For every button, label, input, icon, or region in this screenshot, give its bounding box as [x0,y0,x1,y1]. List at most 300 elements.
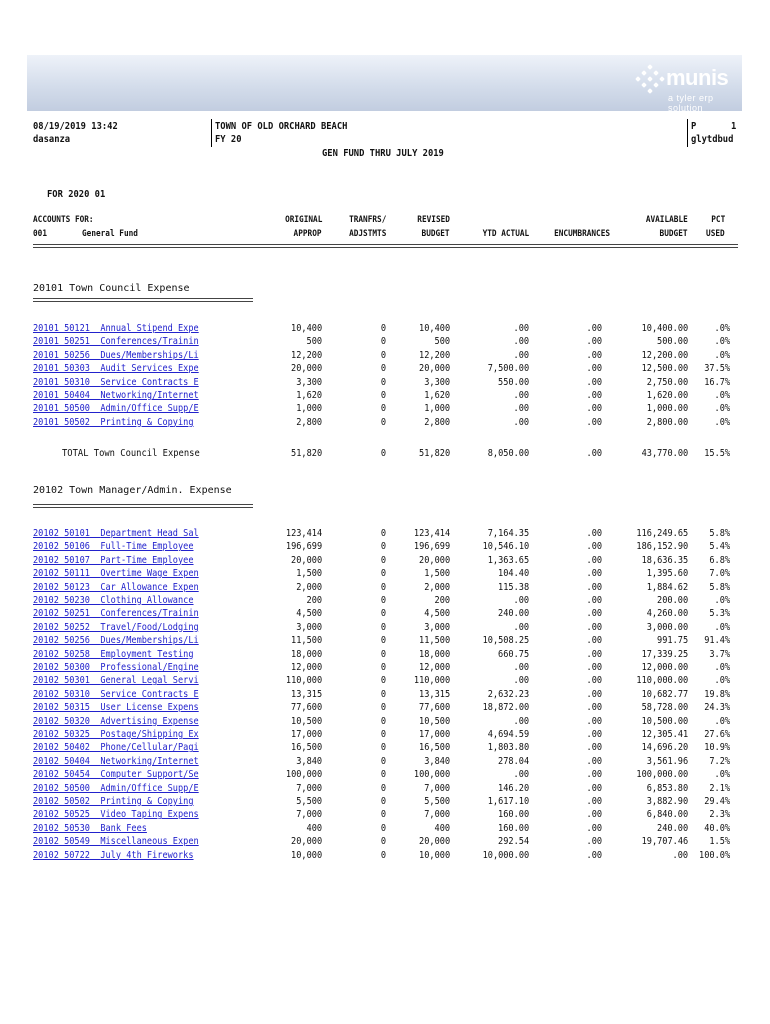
encumbrances: .00 [586,621,602,633]
revised-budget: 16,500 [418,742,450,754]
ytd-actual: 292.54 [497,836,529,848]
account-link[interactable] [33,674,199,687]
original-approp: 10,500 [290,715,322,727]
encumbrances: .00 [586,528,602,539]
revised-budget: 4,500 [424,608,450,620]
total-label: TOTAL Town Council Expense [62,448,200,459]
account-number[interactable]: 20101 50500 [33,403,90,415]
original-approp: 7,000 [296,782,322,794]
available-budget: 1,884.62 [646,581,688,593]
total-pct-used: 15.5% [704,448,730,459]
pct-used: 6.8% [709,554,730,566]
encumbrances: .00 [586,662,602,673]
table-row [0,849,770,862]
original-approp: 1,500 [296,568,322,580]
ytd-actual: 660.75 [497,648,529,660]
original-approp: 10,400 [290,323,322,334]
pct-used: 16.7% [704,376,730,388]
encumbrances: .00 [586,729,602,740]
revised-budget: 18,000 [418,648,450,660]
account-description[interactable]: July 4th Fireworks [100,849,194,861]
account-number[interactable]: 20102 50111 [33,568,90,580]
encumbrances: .00 [586,568,602,580]
account-description[interactable]: Part-Time Employee [100,554,194,566]
table-row [0,607,770,620]
account-description[interactable]: Dues/Memberships/Li [100,635,199,647]
original-approp: 13,315 [290,688,322,700]
pct-used: 7.0% [709,568,730,580]
pct-used: .0% [714,390,730,401]
transfers-adjustments: 0 [380,769,386,781]
encumbrances: .00 [586,675,602,687]
account-number[interactable]: 20102 50500 [33,782,90,794]
encumbrances: .00 [586,715,602,727]
account-link[interactable] [33,554,194,567]
col-pct-1: PCT [711,215,725,225]
encumbrances: .00 [586,702,602,714]
account-number[interactable]: 20102 50300 [33,662,90,673]
account-number[interactable]: 20101 50502 [33,416,90,428]
account-description[interactable]: Professional/Engine [100,662,199,673]
available-budget: 991.75 [656,635,688,647]
available-budget: 10,682.77 [641,688,688,700]
table-row [0,416,770,429]
account-description[interactable]: General Legal Servi [100,675,199,687]
encumbrances: .00 [586,554,602,566]
available-budget: 18,636.35 [641,554,688,566]
revised-budget: 17,000 [418,729,450,740]
pct-used: 91.4% [704,635,730,647]
account-link[interactable] [33,527,199,540]
transfers-adjustments: 0 [380,621,386,633]
ytd-actual: 1,803.80 [487,742,529,754]
account-number[interactable]: 20102 50530 [33,822,90,834]
available-budget: 6,840.00 [646,809,688,821]
transfers-adjustments: 0 [380,836,386,848]
ytd-actual: .00 [513,390,529,401]
account-link[interactable] [33,634,199,647]
account-number[interactable]: 20102 50315 [33,702,90,714]
account-description[interactable]: Overtime Wage Expen [100,568,199,580]
table-row [0,634,770,647]
col-available-1: AVAILABLE [646,215,688,225]
transfers-adjustments: 0 [380,390,386,401]
pct-used: 5.8% [709,528,730,539]
total-revised: 51,820 [418,448,450,459]
account-link[interactable] [33,741,199,754]
account-description[interactable]: Networking/Internet [100,755,199,767]
revised-budget: 77,600 [418,702,450,714]
account-link[interactable] [33,768,199,781]
table-row [0,362,770,375]
account-link[interactable] [33,755,199,768]
table-row [0,674,770,687]
transfers-adjustments: 0 [380,809,386,821]
account-link[interactable] [33,688,199,701]
report-datetime: 08/19/2019 13:42 [33,121,118,132]
original-approp: 500 [306,336,322,348]
account-description[interactable]: Service Contracts E [100,376,199,388]
account-link[interactable] [33,621,199,634]
section-total-row [0,447,770,460]
pct-used: .0% [714,416,730,428]
transfers-adjustments: 0 [380,635,386,647]
encumbrances: .00 [586,809,602,821]
available-budget: 12,305.41 [641,729,688,740]
account-number[interactable]: 20102 50251 [33,608,90,620]
ytd-actual: .00 [513,621,529,633]
transfers-adjustments: 0 [380,363,386,375]
account-number[interactable]: 20102 50310 [33,688,90,700]
pct-used: .0% [714,595,730,606]
pct-used: .0% [714,675,730,687]
account-description[interactable]: Department Head Sal [100,528,199,539]
pct-used: 3.7% [709,648,730,660]
transfers-adjustments: 0 [380,648,386,660]
col-revised-2: BUDGET [422,229,450,239]
transfers-adjustments: 0 [380,782,386,794]
available-budget: 3,561.96 [646,755,688,767]
account-number[interactable]: 20101 50303 [33,363,90,375]
original-approp: 4,500 [296,608,322,620]
account-description[interactable]: Advertising Expense [100,715,199,727]
account-link[interactable] [33,389,199,402]
account-number[interactable]: 20101 50121 [33,323,90,334]
revised-budget: 12,000 [418,662,450,673]
ytd-actual: .00 [513,403,529,415]
encumbrances: .00 [586,608,602,620]
ytd-actual: .00 [513,715,529,727]
report-code: glytdbud [691,134,734,145]
pct-used: 2.3% [709,809,730,821]
account-number[interactable]: 20101 50251 [33,336,90,348]
pct-used: 27.6% [704,729,730,740]
account-number[interactable]: 20102 50252 [33,621,90,633]
logo-dots-icon [636,65,666,95]
transfers-adjustments: 0 [380,581,386,593]
col-pct-2: USED [706,229,725,239]
revised-budget: 10,000 [418,849,450,861]
encumbrances: .00 [586,581,602,593]
account-description[interactable]: Service Contracts E [100,688,199,700]
available-budget: 1,395.60 [646,568,688,580]
original-approp: 20,000 [290,554,322,566]
col-revised-1: REVISED [417,215,450,225]
available-budget: 110,000.00 [636,675,688,687]
account-description[interactable]: Audit Services Expe [100,363,199,375]
original-approp: 12,000 [290,662,322,673]
available-budget: 12,500.00 [641,363,688,375]
transfers-adjustments: 0 [380,349,386,361]
revised-budget: 20,000 [418,363,450,375]
encumbrances: .00 [586,635,602,647]
available-budget: 17,339.25 [641,648,688,660]
account-link[interactable] [33,835,199,848]
account-link[interactable] [33,822,147,835]
revised-budget: 11,500 [418,635,450,647]
col-available-2: BUDGET [660,229,688,239]
ytd-actual: 146.20 [497,782,529,794]
pct-used: .0% [714,715,730,727]
transfers-adjustments: 0 [380,755,386,767]
encumbrances: .00 [586,595,602,606]
original-approp: 5,500 [296,796,322,807]
available-budget: 1,000.00 [646,403,688,415]
account-description[interactable]: Postage/Shipping Ex [100,729,199,740]
account-link[interactable] [33,661,199,674]
account-description[interactable]: Conferences/Trainin [100,336,199,348]
table-row [0,581,770,594]
revised-budget: 20,000 [418,836,450,848]
account-number[interactable]: 20102 50106 [33,541,90,553]
transfers-adjustments: 0 [380,662,386,673]
account-link[interactable] [33,715,199,728]
table-row [0,715,770,728]
account-link[interactable] [33,849,194,862]
table-row [0,728,770,741]
available-budget: 4,260.00 [646,608,688,620]
ytd-actual: 18,872.00 [482,702,529,714]
available-budget: 200.00 [656,595,688,606]
col-original-2: APPROP [294,229,322,239]
account-number[interactable]: 20102 50258 [33,648,90,660]
available-budget: 10,400.00 [641,323,688,334]
revised-budget: 20,000 [418,554,450,566]
table-row [0,554,770,567]
munis-logo [636,61,732,113]
available-budget: 6,853.80 [646,782,688,794]
pct-used: .0% [714,336,730,348]
account-link[interactable] [33,581,199,594]
table-row [0,389,770,402]
encumbrances: .00 [586,742,602,754]
account-link[interactable] [33,402,199,415]
account-number[interactable]: 20102 50320 [33,715,90,727]
revised-budget: 100,000 [413,769,450,781]
account-link[interactable] [33,607,199,620]
original-approp: 2,800 [296,416,322,428]
account-description[interactable]: Phone/Cellular/Pagi [100,742,199,754]
total-transfers: 0 [380,448,386,459]
revised-budget: 2,800 [424,416,450,428]
pct-used: 40.0% [704,822,730,834]
revised-budget: 110,000 [413,675,450,687]
account-link[interactable] [33,335,199,348]
encumbrances: .00 [586,648,602,660]
account-number[interactable]: 20102 50549 [33,836,90,848]
table-row [0,567,770,580]
account-description[interactable]: Employment Testing [100,648,194,660]
available-budget: 10,500.00 [641,715,688,727]
original-approp: 100,000 [285,769,322,781]
available-budget: 1,620.00 [646,390,688,401]
account-description[interactable]: Printing & Copying [100,416,194,428]
account-description[interactable]: User License Expens [100,702,199,714]
table-row [0,335,770,348]
account-number[interactable]: 20102 50502 [33,796,90,807]
available-budget: 3,000.00 [646,621,688,633]
pct-used: .0% [714,403,730,415]
revised-budget: 3,000 [424,621,450,633]
account-description[interactable]: Video Taping Expens [100,809,199,821]
logo-subtitle: a tyler erp solution [668,93,714,113]
section-title: 20102 Town Manager/Admin. Expense [33,485,232,496]
encumbrances: .00 [586,336,602,348]
ytd-actual: 7,500.00 [487,363,529,375]
account-number[interactable]: 20101 50404 [33,390,90,401]
account-description[interactable]: Bank Fees [100,822,147,834]
account-number[interactable]: 20102 50325 [33,729,90,740]
original-approp: 17,000 [290,729,322,740]
original-approp: 196,699 [285,541,322,553]
transfers-adjustments: 0 [380,554,386,566]
total-ytd: 8,050.00 [487,448,529,459]
report-banner [27,55,742,111]
encumbrances: .00 [586,403,602,415]
transfers-adjustments: 0 [380,528,386,539]
account-description[interactable]: Full-Time Employee [100,541,194,553]
total-available: 43,770.00 [641,448,688,459]
original-approp: 110,000 [285,675,322,687]
table-row [0,795,770,808]
encumbrances: .00 [586,796,602,807]
col-tranfrs-1: TRANFRS/ [348,215,386,225]
account-link[interactable] [33,362,199,375]
account-link[interactable] [33,728,199,741]
ytd-actual: 278.04 [497,755,529,767]
original-approp: 3,300 [296,376,322,388]
ytd-actual: 1,363.65 [487,554,529,566]
account-link[interactable] [33,808,199,821]
original-approp: 11,500 [290,635,322,647]
available-budget: 12,200.00 [641,349,688,361]
ytd-actual: 10,508.25 [482,635,529,647]
account-description[interactable]: Printing & Copying [100,796,194,807]
revised-budget: 2,000 [424,581,450,593]
account-description[interactable]: Annual Stipend Expe [100,323,199,334]
account-link[interactable] [33,594,194,607]
col-original-1: ORIGINAL [284,215,322,225]
account-description[interactable]: Computer Support/Se [100,769,199,781]
ytd-actual: .00 [513,769,529,781]
account-number[interactable]: 20101 50256 [33,349,90,361]
account-description[interactable]: Networking/Internet [100,390,199,401]
account-number[interactable]: 20102 50404 [33,755,90,767]
account-number[interactable]: 20102 50123 [33,581,90,593]
account-link[interactable] [33,416,194,429]
account-number[interactable]: 20102 50301 [33,675,90,687]
account-link[interactable] [33,349,199,362]
encumbrances: .00 [586,769,602,781]
account-number[interactable]: 20102 50256 [33,635,90,647]
account-link[interactable] [33,782,199,795]
pct-used: 10.9% [704,742,730,754]
table-row [0,661,770,674]
revised-budget: 1,500 [424,568,450,580]
table-row [0,688,770,701]
fund-name: General Fund [82,229,138,239]
account-number[interactable]: 20101 50310 [33,376,90,388]
transfers-adjustments: 0 [380,822,386,834]
transfers-adjustments: 0 [380,595,386,606]
encumbrances: .00 [586,755,602,767]
transfers-adjustments: 0 [380,715,386,727]
table-row [0,402,770,415]
account-link[interactable] [33,540,194,553]
revised-budget: 196,699 [413,541,450,553]
header-rule [33,244,738,248]
revised-budget: 123,414 [413,528,450,539]
table-row [0,835,770,848]
available-budget: 14,696.20 [641,742,688,754]
account-number[interactable]: 20102 50525 [33,809,90,821]
pct-used: 24.3% [704,702,730,714]
account-description[interactable]: Miscellaneous Expen [100,836,199,848]
account-description[interactable]: Conferences/Trainin [100,608,199,620]
ytd-actual: 160.00 [497,809,529,821]
account-description[interactable]: Car Allowance Expen [100,581,199,593]
account-description[interactable]: Dues/Memberships/Li [100,349,199,361]
account-number[interactable]: 20102 50230 [33,595,90,606]
table-row [0,648,770,661]
account-number[interactable]: 20102 50101 [33,528,90,539]
account-description[interactable]: Admin/Office Supp/E [100,782,199,794]
table-row [0,782,770,795]
transfers-adjustments: 0 [380,568,386,580]
account-link[interactable] [33,376,199,389]
revised-budget: 1,000 [424,403,450,415]
available-budget: .00 [672,849,688,861]
account-number[interactable]: 20102 50402 [33,742,90,754]
total-encumbrances: .00 [586,448,602,459]
account-link[interactable] [33,322,199,335]
ytd-actual: .00 [513,675,529,687]
encumbrances: .00 [586,849,602,861]
ytd-actual: .00 [513,349,529,361]
original-approp: 77,600 [290,702,322,714]
encumbrances: .00 [586,349,602,361]
pct-used: 1.5% [709,836,730,848]
account-number[interactable]: 20102 50722 [33,849,90,861]
account-description[interactable]: Admin/Office Supp/E [100,403,199,415]
pct-used: 100.0% [698,849,730,861]
fund-code: 001 [33,229,47,239]
account-link[interactable] [33,795,194,808]
table-row [0,322,770,335]
available-budget: 58,728.00 [641,702,688,714]
account-link[interactable] [33,567,199,580]
encumbrances: .00 [586,323,602,334]
transfers-adjustments: 0 [380,742,386,754]
available-budget: 12,000.00 [641,662,688,673]
ytd-actual: 240.00 [497,608,529,620]
table-row [0,755,770,768]
account-link[interactable] [33,701,199,714]
original-approp: 3,840 [296,755,322,767]
pct-used: .0% [714,621,730,633]
table-row [0,741,770,754]
account-description[interactable]: Clothing Allowance [100,595,194,606]
original-approp: 1,000 [296,403,322,415]
ytd-actual: 115.38 [497,581,529,593]
account-number[interactable]: 20102 50454 [33,769,90,781]
account-number[interactable]: 20102 50107 [33,554,90,566]
account-link[interactable] [33,648,194,661]
original-approp: 20,000 [290,363,322,375]
ytd-actual: 7,164.35 [487,528,529,539]
pct-used: .0% [714,769,730,781]
account-description[interactable]: Travel/Food/Lodging [100,621,199,633]
